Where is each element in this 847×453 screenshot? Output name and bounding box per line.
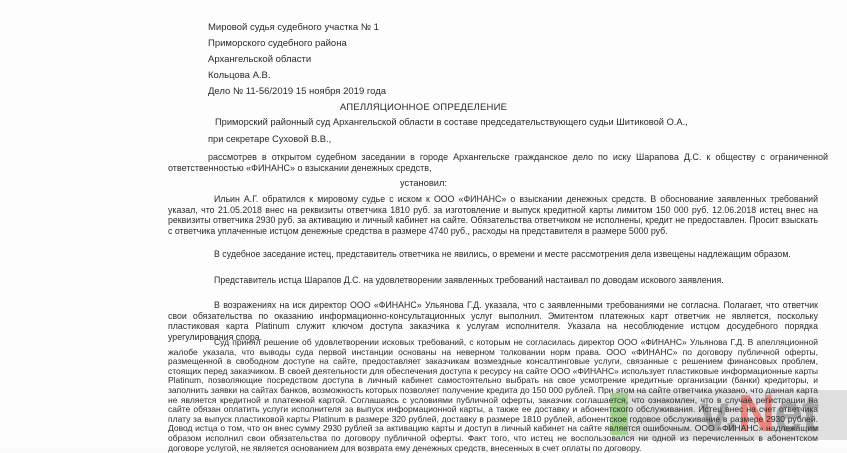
header-line-case-number: Дело № 11-56/2019 15 ноября 2019 года [208,86,387,97]
paragraph-objections: В возражениях на иск директор ООО «ФИНАНС» Ульянова Г.Д. указала, что с заявленными требованиями не согласна. Полагает, что ответчик свои обязательства по оказанию информационно-консультационных услуг выполнил. Эмитентом платежных карт ответчик не является, поскольку пластиковая карта Platinum служит ключом доступа заказчика к услугам исполнителя. Указала на несоблюдение истцом досудебного порядка урегулирования спора. [168,300,818,342]
paragraph-appeal: Суд принял решение об удовлетворении исковых требований, с которым не согласилась директор ООО «ФИНАНС» Ульянова Г.Д. В апелляционной жалобе указала, что выводы суда первой инстанции основаны на неверном толковании норм права. ООО «ФИНАНС» по договору публичной оферты, размещенной в свободном доступе на сайте, предоставляет заказчикам возмездные консалтинговые услуги, связанные с решением финансовых проблем, стоящих перед заказчиком. В своей деятельности для обеспечения доступа к ресурсу на сайте ООО «ФИНАНС» использует пластиковые информационные карты Platinum, позволяющие посредством доступа в личный кабинет самостоятельно выбрать на свое усмотрение кредитные организации (банки) кредиторы, и заполнить заявки на сайтах банков, возможность которых позволяет получение кредита до 150 000 рублей. При этом на сайте ответчика указано, что данная карта не является кредитной и платежной картой. Соглашаясь с условиями публичной оферты, заказчик соглашается, что ознакомлен, что в случае регистрации на сайте обязан оплатить услуги исполнителя за выпуск информационной карты, а также ее доставку и абонентского обслуживания. Истец внес на счет ответчика плату за выпуск пластиковой карты Platinum в размере 320 рублей, доставку в размере 1810 рублей, абонентское годовое обслуживание в размере 2930 рублей. Довод истца о том, что он внес сумму 2930 рублей за активацию карты и доступ в личный кабинет на сайте является ошибочным. ООО «ФИНАНС» надлежащим образом исполнил свои обязательства по договору публичной оферты. Факт того, что истец не воспользовался ни одной из перечисленных в абонентском договоре услугой, не является основанием для возврата ему денежных средств, внесенных в счет оплаты по договору. [168,337,818,453]
watermark-logo: v.Net [700,385,819,443]
document-title: АПЕЛЛЯЦИОННОЕ ОПРЕДЕЛЕНИЕ [339,102,508,113]
established-heading: установил: [400,178,447,188]
header-line-region: Архангельской области [208,54,312,65]
header-line-district: Приморского судебного района [208,38,347,49]
court-composition: Приморский районный суд Архангельской области в составе председательствующего судьи Шитиковой О.А., [215,117,688,127]
header-line-court: Мировой судья судебного участка № 1 [208,22,379,33]
secretary-line: при секретаре Суховой В.В., [208,134,332,144]
considering-paragraph: рассмотрев в открытом судебном заседании в городе Архангельске гражданское дело по иску Шарапова Д.С. к обществу с ограниченной ответственностью «ФИНАНС» о взыскании денежных средств, [168,152,828,173]
paragraph-hearing: В судебное заседание истец, представитель ответчика не явились, о времени и месте рассмотрения дела извещены надлежащим образом. [214,249,791,259]
paragraph-claim: Ильин А.Г. обратился к мировому судье с иском к ООО «ФИНАНС» о взыскании денежных средств. В обоснование заявленных требований указал, что 21.05.2018 внес на реквизиты ответчика 1810 руб. за изготовление и выпуск кредитной карты лимитом 150 000 руб. 12.06.2018 истец внес на реквизиты ответчика 2930 руб. за активацию и личный кабинет на сайте. Обязательства ответчиком не исполнены, кредит не предоставлен. Просит взыскать с ответчика уплаченные истцом денежные средства в размере 4740 руб., расходы на представителя в размере 5000 руб. [168,194,818,236]
paragraph-representative: Представитель истца Шарапов Д.С. на удовлетворении заявленных требований настаивал по доводам искового заявления. [214,275,724,285]
header-line-judge: Кольцова А.В. [208,70,271,81]
